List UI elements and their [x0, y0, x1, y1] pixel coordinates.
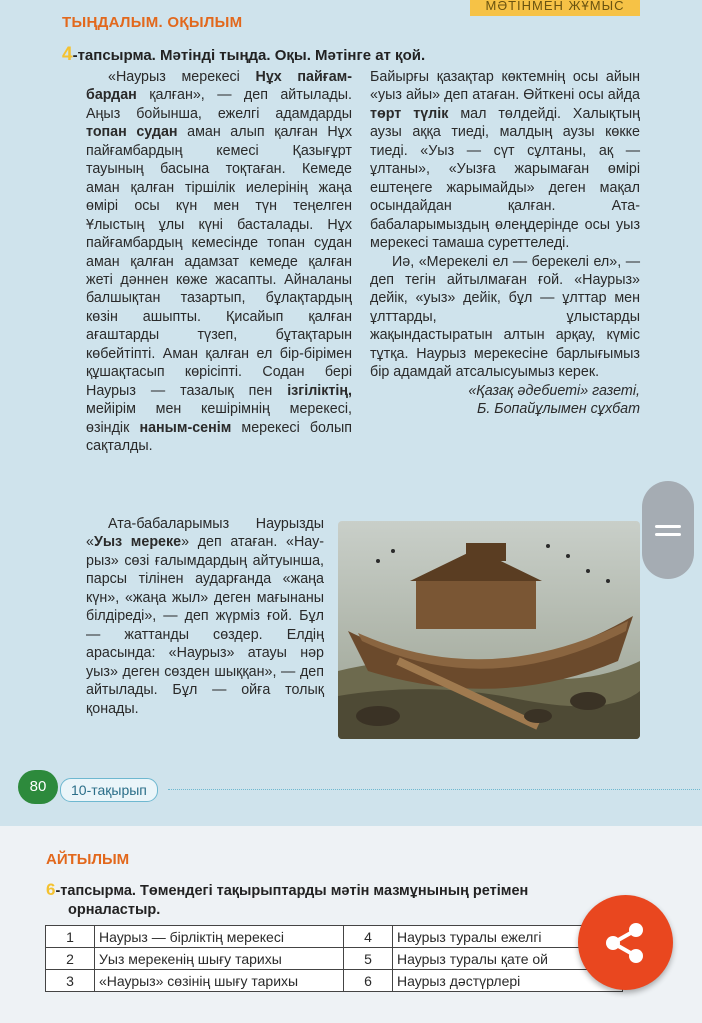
topics-order-table — [45, 925, 623, 992]
task-text: Төмендегі тақырыптарды мәтін мазмұнының ретімен — [140, 883, 529, 899]
text-column-left-top — [86, 68, 352, 456]
bold-term: төрт түлік — [370, 105, 449, 122]
topic-number: 2 — [46, 948, 95, 970]
section-title-speaking: АЙТЫЛЫМ — [46, 851, 130, 868]
share-button[interactable] — [578, 895, 673, 990]
source-citation — [370, 382, 640, 419]
text-column-left-bottom — [86, 515, 324, 718]
topic-title: «Наурыз» сөзінің шығу тарихы — [95, 970, 344, 992]
table-row — [46, 970, 623, 992]
task-6-instruction — [46, 880, 528, 920]
task-number: 6 — [46, 880, 56, 899]
topic-number: 6 — [344, 970, 393, 992]
text-run: Байырғы қазақтар көктемнің осы айын «уыз айы» деп атаған. Өйткені осы айда — [370, 69, 640, 104]
bold-term: ізгіліктің, — [287, 382, 352, 399]
source-newspaper: «Қазақ әдебиеті» газеті, — [468, 382, 640, 399]
topic-number: 3 — [46, 970, 95, 992]
text-run: «Наурыз мерекесі — [108, 69, 256, 85]
paragraph-noah — [86, 68, 352, 456]
topic-title: Наурыз туралы қате ой — [393, 948, 623, 970]
task-number: 4 — [62, 44, 73, 65]
scroll-grip-line — [655, 533, 681, 536]
task-4-instruction — [62, 44, 425, 66]
topic-label: 10-тақырып — [60, 778, 158, 802]
paragraph-merekeli-el: Иә, «Мерекелі ел — берекелі ел», — деп тегін айтылмаған ғой. «Наурыз» дейік, «уыз» дейік, бұл — ұлттар мен ұлттарды, ұлыстарды жақындастыратын алтын арқау, күміс тұтқа. Наурыз мерекесіне барлығымыз бір адамдай атсалысуымыз керек. — [370, 253, 640, 381]
text-run: мал төлдейді. Халықтың аузы аққа тиеді, малдың аузы көкке тиеді. «Уыз — сүт сұлтаны, ақ — ұлтаны», «Уызға жарымаған өмірі ештеңеге жарымайды» деген мақал осындайдан қалған. Ата-бабаларымыздың өлеңдерінде осы уыз мерекесі тамаша суреттеледі. — [370, 105, 641, 252]
ark-image-icon — [338, 521, 640, 739]
bold-term: Нұх пайғамбардан — [86, 69, 352, 104]
topic-title: Наурыз дәстүрлері — [393, 970, 623, 992]
task-label: -тапсырма. — [72, 47, 156, 64]
text-run: мейірім мен кешірімнің мерекесі, өзіндік — [86, 401, 352, 436]
page-number-badge: 80 — [18, 770, 58, 804]
source-interview: Б. Бопайұлымен сұхбат — [477, 401, 640, 418]
topic-number: 4 — [344, 926, 393, 948]
bold-term: топан судан — [86, 124, 178, 141]
noahs-ark-illustration — [338, 521, 640, 739]
bold-term: наным-сенім — [139, 419, 232, 436]
text-run: аман алып қалған Нұх пайғамбардың кемесі Қазығұрт тауының басына тоқтаған. Кемеде аман қалған тіршілік иелерінің жаңа өмірі осы күн мен түн теңелген Ұлыстың ұлы күні басталады. Нұх пайғамбардың кемесінде топан судан аман қалған адамзат кемеде қалған жеті дәннен көже жасапты. Айналаны балшықтан тазартып, бұлақтардың көзін ашыпты. Қисайып қалған ағаштарды түзеп, бұтақтарын көбейтіпті. Аман қалған ел бір-бірімен құшақтасып көрісіпті. Содан бері Наурыз — тазалық пен — [86, 124, 352, 399]
task-text-line2: орналастыр. — [68, 902, 161, 918]
text-run: мерекесі болып сақталды. — [86, 419, 352, 455]
paragraph-uyz-ayy — [370, 68, 640, 253]
share-icon — [578, 895, 673, 990]
task-text: Мәтінді тыңда. Оқы. Мәтінге ат қой. — [160, 47, 426, 64]
text-run: қалған», — деп айтылады. Аңыз бойынша, ежелгі адамдарды — [86, 87, 352, 122]
topic-title: Наурыз — бірліктің мерекесі — [95, 926, 344, 948]
topic-title: Уыз мерекенің шығу тарихы — [95, 948, 344, 970]
topic-number: 1 — [46, 926, 95, 948]
task-label: -тапсырма. — [55, 883, 136, 899]
scroll-handle-icon[interactable] — [642, 481, 694, 579]
section-tag-text-work: МӘТІНМЕН ЖҰМЫС — [470, 0, 640, 16]
text-run: Ата-бабаларымыз Наурызды « — [86, 516, 324, 551]
text-run: » деп атаған. «Наурыз» сөзі ғалымдардың айтуынша, парсы тілінен аударғанда «жаңа күн», «жаңа жыл» деген мағынаны білдіреді», — деп жүрміз ғой. Бұл — жаттанды сөздер. Елдің арасында: «Наурыз» атауы нәр уыз» деген сөзден шыққан», — деп айтылады. Бұл — ойға толық қонады. — [86, 534, 324, 717]
scroll-grip-line — [655, 525, 681, 528]
bold-term: Уыз мереке — [93, 534, 182, 551]
text-column-right — [370, 68, 640, 419]
section-title-listening-reading: ТЫҢДАЛЫМ. ОҚЫЛЫМ — [62, 14, 243, 31]
paragraph-uyz-mereke — [86, 515, 324, 718]
topic-title: Наурыз туралы ежелгі — [393, 926, 623, 948]
footer-divider — [168, 789, 700, 790]
topic-number: 5 — [344, 948, 393, 970]
table-row — [46, 948, 623, 970]
table-row — [46, 926, 623, 948]
